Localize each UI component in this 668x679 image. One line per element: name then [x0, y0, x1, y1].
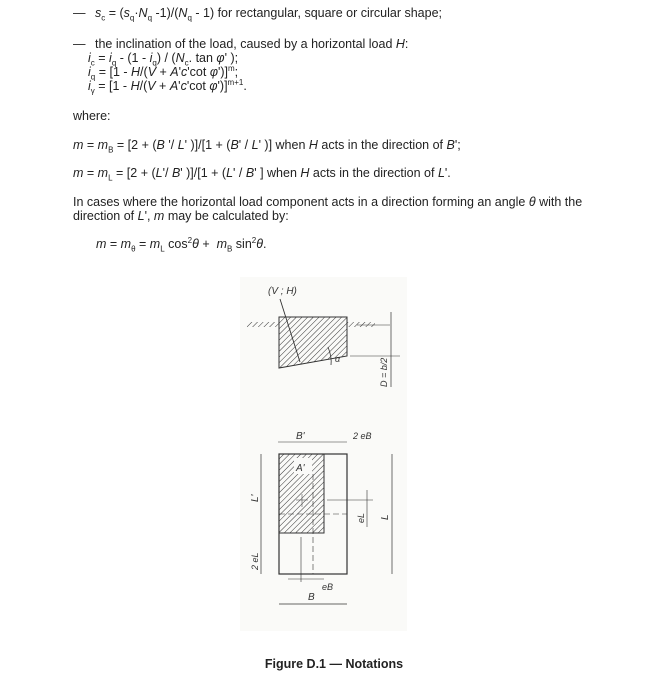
svg-text:L: L [380, 514, 391, 520]
svg-text:α: α [335, 354, 341, 364]
txt: = ( [105, 6, 124, 20]
sub: q [147, 13, 153, 23]
txt: -1)/( [152, 6, 179, 20]
formula-ic: $i_c = i_q - (1 - i_q) / (N_c$. tan φ' ); [88, 51, 239, 68]
svg-text:D = b/2: D = b/2 [379, 357, 389, 387]
svg-text:eB: eB [322, 582, 334, 592]
formula-iq: $i_q = [1 - H/(V + A'c'\cot$ φ')]$^m$; [88, 63, 239, 82]
svg-text:B: B [308, 592, 315, 603]
txt: : [404, 37, 409, 51]
angle-intro-1: In cases where the horizontal load component acts in a direction forming an angle θ with the [73, 195, 583, 209]
bullet-dash: — [73, 6, 86, 20]
sub: q [187, 13, 192, 23]
bullet-dash: — [73, 37, 86, 51]
inclination-bullet [73, 37, 408, 52]
formula-mB: $m = m_B = [2 + (B$ '/ L' )]/[1 + (B' / L' )] when H acts in the direction of B'; [73, 138, 461, 155]
sym: s [123, 6, 130, 20]
figure-caption: Figure D.1 — Notations [264, 657, 404, 671]
txt: - 1) for rectangular, square or circular shape; [191, 6, 443, 20]
svg-text:B': B' [296, 431, 305, 442]
svg-text:2 eB: 2 eB [353, 431, 372, 441]
shape-factor-bullet [73, 6, 442, 21]
sub: q [129, 13, 135, 23]
label-load: (V ; H) [268, 286, 297, 297]
sym: N [178, 6, 188, 20]
svg-text:eL: eL [356, 512, 366, 523]
sym: N [138, 6, 148, 20]
svg-text:2 eL: 2 eL [250, 552, 260, 570]
svg-text:L': L' [250, 494, 261, 502]
svg-text:A': A' [296, 463, 305, 474]
sym: H [395, 37, 405, 51]
formula-igamma: $i_\gamma = [1 - H/(V + A'c'\cot$ φ')]$^{m+1}$. [88, 77, 247, 96]
angle-intro-2: direction of L', m may be calculated by: [73, 209, 289, 223]
txt: · [134, 6, 139, 20]
formula-mL: $m = m_L = [2 + (L'/$ B' )]/[1 + (L' / B' ] when H acts in the direction of L'. [73, 166, 451, 183]
figure-notations [240, 277, 407, 631]
formula-mtheta: $m = m_\theta = m_L$ $\cos^2\theta + m_B$ $\sin^2\theta$. [96, 235, 267, 254]
where-label: where: [73, 109, 111, 123]
sub: c [101, 13, 106, 23]
txt: the inclination of the load, caused by a horizontal load [94, 37, 396, 51]
sym: s [94, 6, 102, 20]
figure-diagram [240, 277, 407, 631]
